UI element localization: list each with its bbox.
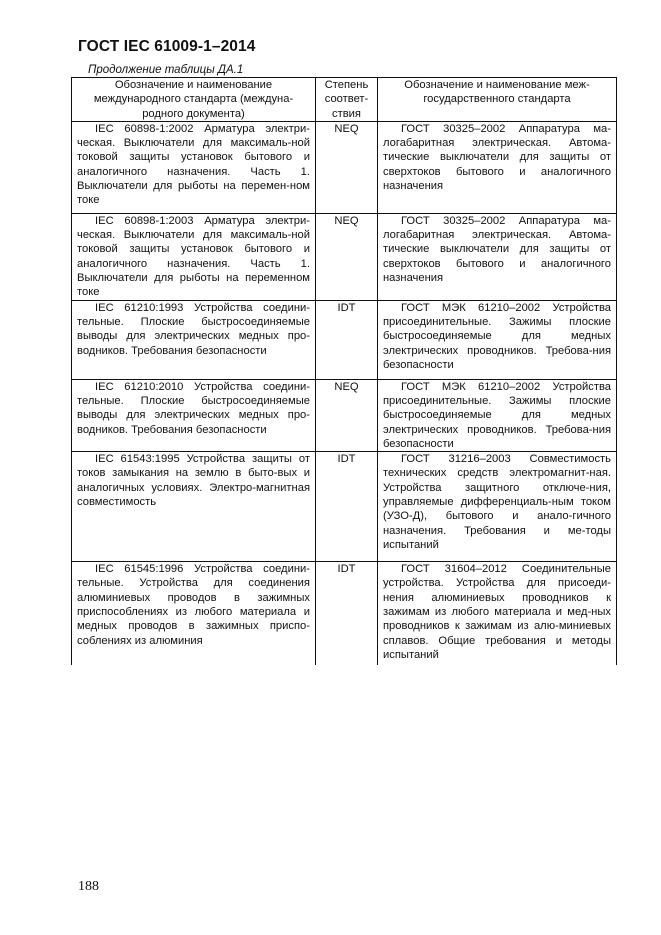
table-header-row: [72, 78, 617, 122]
degree-cell: NEQ: [316, 213, 378, 300]
degree-cell: IDT: [316, 300, 378, 379]
international-standard-cell: IEC 61543:1995 Устройства защиты от токов замыкания на землю в быто-вых и аналогичных условиях. Электро-магнитная совместимость: [72, 452, 316, 562]
interstate-standard-cell: ГОСТ 31604–2012 Соединительные устройства. Устройства для присоеди-нения алюминиевых проводников к зажимам из любого материала и мед-ных проводников к зажимам из алю-миниевых сплавов. Общие требования и методы испытаний: [378, 562, 617, 665]
international-standard-cell: IEC 61210:1993 Устройства соедини-тельные. Плоские быстросоединяемые выводы для электрических медных про-водников. Требования безопасности: [72, 300, 316, 379]
column-header-degree: Степень соответ-ствия: [316, 78, 378, 122]
standards-correspondence-table: [71, 77, 617, 665]
table-row: [72, 300, 617, 379]
table-row: [72, 379, 617, 451]
table-continuation-caption: Продолжение таблицы ДА.1: [88, 64, 244, 76]
degree-cell: IDT: [316, 562, 378, 665]
international-standard-cell: IEC 61545:1996 Устройства соедини-тельные. Устройства для соединения алюминиевых проводов в зажимных приспособлениях из любого материала и медных проводов в зажимных приспо-соблениях из алюминия: [72, 562, 316, 665]
table-row: [72, 452, 617, 562]
interstate-standard-cell: ГОСТ МЭК 61210–2002 Устройства присоединительные. Зажимы плоские быстросоединяемые для медных электрических проводников. Требова-ния безопасности: [378, 379, 617, 451]
degree-cell: IDT: [316, 452, 378, 562]
interstate-standard-cell: ГОСТ 30325–2002 Аппаратура ма-логабаритная электрическая. Автома-тические выключатели для защиты от сверхтоков бытового и аналогичного назначения: [378, 213, 617, 300]
interstate-standard-cell: ГОСТ 31216–2003 Совместимость технических средств электромагнит-ная. Устройства защитного отключе-ния, управляемые дифференциаль-ным током (УЗО-Д), бытового и анало-гичного назначения. Требования и ме-тоды испытаний: [378, 452, 617, 562]
interstate-standard-cell: ГОСТ 30325–2002 Аппаратура ма-логабаритная электрическая. Автома-тические выключатели для защиты от сверхтоков бытового и аналогичного назначения: [378, 121, 617, 213]
column-header-international: Обозначение и наименование международного стандарта (междуна-родного документа): [72, 78, 316, 122]
column-header-interstate: Обозначение и наименование меж-государственного стандарта: [378, 78, 617, 122]
table-row: [72, 562, 617, 665]
international-standard-cell: IEC 60898-1:2003 Арматура электри-ческая. Выключатели для максималь-ной токовой защиты установок бытового и аналогичного назначения. Часть 1. Выключатели для рыботы на переменном токе: [72, 213, 316, 300]
international-standard-cell: IEC 61210:2010 Устройства соедини-тельные. Плоские быстросоединяемые выводы для электрических медных про-водников. Требования безопасности: [72, 379, 316, 451]
table-row: [72, 121, 617, 213]
degree-cell: NEQ: [316, 379, 378, 451]
page-number: 188: [78, 879, 99, 894]
table-row: [72, 213, 617, 300]
degree-cell: NEQ: [316, 121, 378, 213]
document-title: ГОСТ IEC 61009-1–2014: [78, 38, 256, 55]
international-standard-cell: IEC 60898-1:2002 Арматура электри-ческая. Выключатели для максималь-ной токовой защиты установок бытового и аналогичного назначения. Часть 1. Выключатели для рыботы на перемен-ном токе: [72, 121, 316, 213]
interstate-standard-cell: ГОСТ МЭК 61210–2002 Устройства присоединительные. Зажимы плоские быстросоединяемые для медных электрических проводников. Требова-ния безопасности: [378, 300, 617, 379]
